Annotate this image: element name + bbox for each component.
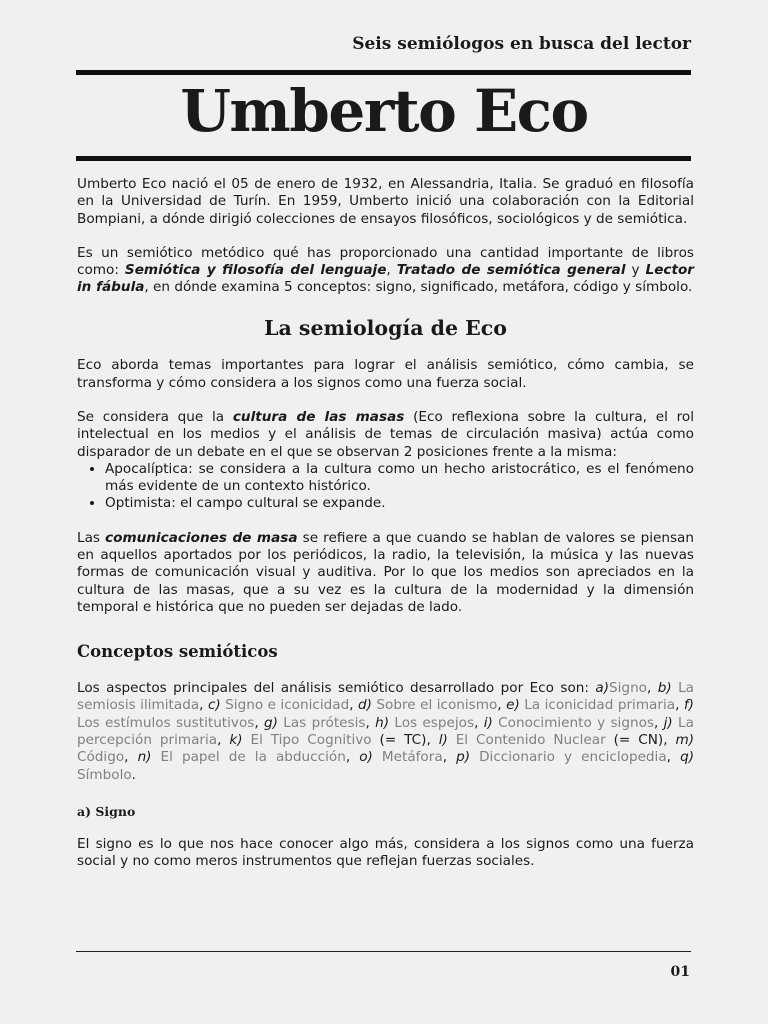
concept-name: Signo [609,680,647,697]
concept-separator: , [442,749,457,766]
concept-letter: m) [675,731,694,748]
cultura-text-b: (Eco reflexiona sobre la cultura, el rol intelectual en los medios y el análisis de temas de circulación masiva) actúa como disparador de un debate en el que se observan 2 posiciones frente a la misma: [77,408,695,460]
concept-letter: b) [657,680,672,697]
concept-letter: q) [680,749,694,766]
book-title-3: Lector in fábula [77,262,695,296]
section-heading-semiologia: La semiología de Eco [264,315,507,340]
intro-paragraph-2 [77,245,694,297]
book-title-1: Semiótica y filosofía del lenguaje [124,262,387,279]
separator-1: , [386,262,397,279]
concept-separator: , [653,714,664,731]
cultura-masas-term: cultura de las masas [232,408,405,425]
concept-name: Código [77,749,125,766]
concept-letter: n) [137,749,152,766]
concept-letter: f) [683,697,694,714]
concept-letter: d) [358,697,372,714]
subheading-signo: a) Signo [77,803,136,819]
concept-letter: i) [483,714,493,731]
list-item-optimista: • Optimista: el campo cultural se expande. [105,495,694,512]
concept-separator: , [199,697,208,714]
top-divider [76,70,691,75]
concept-name: Las prótesis [277,714,366,731]
concept-name: Conocimiento y signos [492,714,654,731]
concept-letter: o) [359,749,373,766]
concepts-intro: Los aspectos principales del análisis semiótico desarrollado por Eco son: [77,680,596,697]
concept-name: La iconicidad primaria [519,697,676,714]
concept-letter: l) [438,731,448,748]
concept-separator: , [675,697,684,714]
concept-letter: j) [663,714,673,731]
concept-name: Metáfora [372,749,443,766]
article-body [77,176,694,870]
concept-letter: h) [375,714,390,731]
concept-name: El Tipo Cognitivo [242,731,372,748]
signo-paragraph: El signo es lo que nos hace conocer algo más, considera a los signos como una fuerza social y no como meros instrumentos que reflejan fuerzas sociales. [77,835,694,870]
intro-text-a: Es un semiótico metódico qué has proporcionado una cantidad importante de libros como: [77,244,694,279]
concept-separator: , [474,714,484,731]
concept-name: La percepción primaria [77,714,694,748]
concept-separator: , [666,749,681,766]
concept-name: El Contenido Nuclear [447,731,606,748]
comunicaciones-text-b: se refiere a que cuando se hablan de valores se piensan en aquellos aportados por los periódicos, la radio, la televisión, la música y las nuevas formas de comunicación visual y auditiva. Por lo que los medios son apreciados en la cultura de las masas, que a su vez es la cultura de la modernidad y la dimensión temporal e histórica que no pueden ser dejadas de lado. [77,529,695,615]
concept-name: Los estímulos sustitutivos [77,714,255,731]
concept-letter: p) [456,749,471,766]
section-heading-conceptos: Conceptos semióticos [77,642,278,662]
semiologia-paragraph-2 [77,409,694,461]
concept-separator: , [349,697,359,714]
concept-letter: g) [264,714,278,731]
concept-name: Diccionario y enciclopedia [470,749,667,766]
concept-name: La semiosis ilimitada [77,680,694,714]
concept-separator: , [345,749,360,766]
positions-list [77,461,694,513]
comunicaciones-text-a: Las [77,529,106,546]
concept-separator: . [131,766,136,783]
page-title: Umberto Eco [180,77,588,145]
concept-name: Símbolo [77,766,132,783]
book-title-2: Tratado de semiótica general [396,262,626,279]
comunicaciones-masa-term: comunicaciones de masa [105,529,298,546]
concept-separator: , [647,680,658,697]
concept-separator: , [217,731,230,748]
separator-2: y [625,262,646,279]
concept-separator: (= TC), [371,731,439,748]
semiologia-paragraph-1: Eco aborda temas importantes para lograr el análisis semiótico, cómo cambia, se transforma y cómo considera a los signos como una fuerza social. [77,357,694,391]
concept-letter: c) [207,697,221,714]
intro-text-b: , en dónde examina 5 conceptos: signo, significado, metáfora, código y símbolo. [144,279,693,296]
concept-name: El papel de la abducción [151,749,346,766]
semiologia-paragraph-3 [77,530,694,616]
concepts-paragraph [77,680,694,784]
footer-divider [76,951,691,952]
concept-letter: a) [595,680,610,697]
concept-name: Signo e iconicidad [220,697,350,714]
concept-separator: (= CN), [605,731,676,748]
concept-separator: , [124,749,138,766]
concept-letter: e) [506,697,520,714]
concept-name: Los espejos [389,714,475,731]
intro-paragraph-1: Umberto Eco nació el 05 de enero de 1932, en Alessandria, Italia. Se graduó en filosofía en la Universidad de Turín. En 1959, Umberto inició una colaboración con la Editorial Bompiani, a dónde dirigió colecciones de ensayos filosóficos, sociológicos y de semiótica. [77,176,694,227]
concept-name: Sobre el iconismo [371,697,498,714]
concept-separator: , [497,697,507,714]
concept-separator: , [254,714,265,731]
concept-separator: , [365,714,376,731]
list-item-apocaliptica: • Apocalíptica: se considera a la cultura como un hecho aristocrático, es el fenómeno más evidente de un contexto histórico. [105,461,694,496]
series-title: Seis semiólogos en busca del lector [352,34,691,54]
title-divider [76,156,691,161]
page-number: 01 [670,964,690,980]
cultura-text-a: Se considera que la [77,408,233,425]
concept-letter: k) [229,731,243,748]
